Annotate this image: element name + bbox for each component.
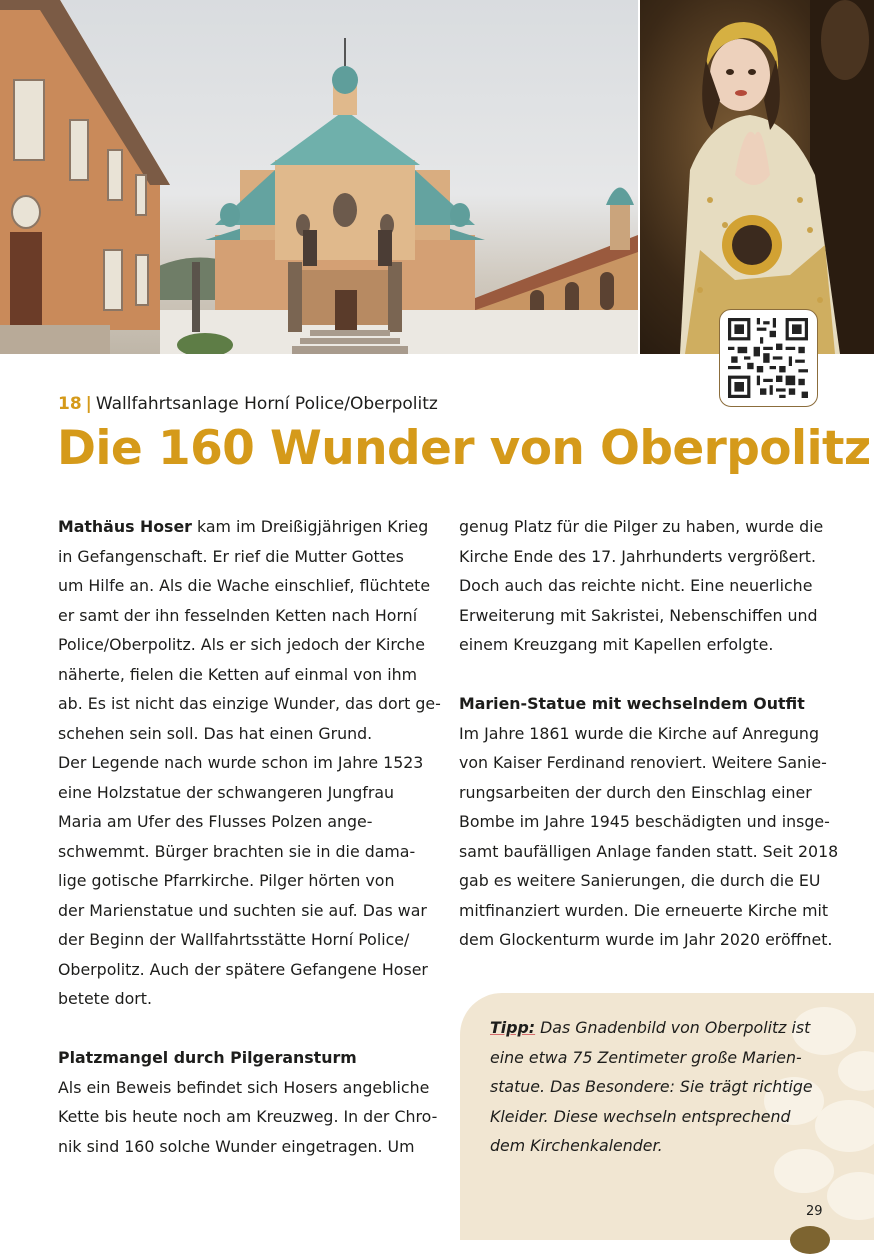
paragraph-gap <box>459 660 815 690</box>
church-photo <box>0 0 638 354</box>
body-line: dem Glockenturm wurde im Jahr 2020 eröffnet. <box>459 930 833 949</box>
body-line: Maria am Ufer des Flusses Polzen ange- <box>58 812 373 831</box>
page-title: Die 160 Wunder von Oberpolitz <box>57 421 871 476</box>
body-line: Kirche Ende des 17. Jahrhunderts vergrößert. <box>459 546 817 566</box>
body-line: der Marienstatue und suchten sie auf. Das war <box>58 900 427 920</box>
body-line: schwemmt. Bürger brachten sie in die dama- <box>58 841 416 861</box>
subheading-platzmangel: Platzmangel durch Pilgeransturm <box>58 1048 357 1067</box>
paragraph-gap <box>58 1014 414 1044</box>
body-line: von Kaiser Ferdinand renoviert. Weitere Sanie- <box>459 753 827 772</box>
body-line <box>58 512 429 542</box>
pilgrimage-church-illustration <box>0 0 638 354</box>
qr-code[interactable] <box>719 309 818 407</box>
body-line: Doch auch das reichte nicht. Eine neuerliche <box>459 576 813 595</box>
body-line: ab. Es ist nicht das einzige Wunder, das dort ge- <box>58 694 441 713</box>
tip-label: Tipp: <box>490 1018 536 1037</box>
body-line: Im Jahre 1861 wurde die Kirche auf Anregung <box>459 723 819 743</box>
tip-line: eine etwa 75 Zentimeter große Marien- <box>490 1047 802 1067</box>
body-line: Police/Oberpolitz. Als er sich jedoch der Kirche <box>58 635 425 654</box>
tip-line: statue. Das Besondere: Sie trägt richtige <box>490 1077 813 1096</box>
body-line: mitfinanziert wurden. Die erneuerte Kirche mit <box>459 900 829 920</box>
tip-line <box>490 1013 813 1043</box>
body-line: Als ein Beweis befindet sich Hosers angebliche <box>58 1077 430 1097</box>
body-line-rest: kam im Dreißigjährigen Krieg <box>191 517 429 536</box>
madonna-statue-illustration <box>640 0 874 354</box>
body-line: näherte, fielen die Ketten auf einmal von ihm <box>58 664 417 684</box>
left-column <box>58 512 441 1161</box>
body-line: Oberpolitz. Auch der spätere Gefangene Hoser <box>58 959 428 979</box>
tip-line: dem Kirchenkalender. <box>490 1136 663 1155</box>
body-line: Erweiterung mit Sakristei, Nebenschiffen und <box>459 605 818 625</box>
body-line: eine Holzstatue der schwangeren Jungfrau <box>58 782 395 802</box>
body-line: rungsarbeiten der durch den Einschlag einer <box>459 782 812 802</box>
tip-line: Kleider. Diese wechseln entsprechend <box>490 1106 791 1126</box>
body-line: nik sind 160 solche Wunder eingetragen. Um <box>58 1136 415 1156</box>
tip-box <box>460 993 874 1240</box>
chapter-number: 18 <box>58 394 82 414</box>
body-line: genug Platz für die Pilger zu haben, wurde die <box>459 517 824 536</box>
body-line: schehen sein soll. Das hat einen Grund. <box>58 723 373 743</box>
body-line: Der Legende nach wurde schon im Jahre 1523 <box>58 753 424 772</box>
body-line: in Gefangenschaft. Er rief die Mutter Gottes <box>58 546 404 566</box>
chapter-place: Wallfahrtsanlage Horní Police/Oberpolitz <box>95 394 438 414</box>
subheading-marien-statue: Marien-Statue mit wechselndem Outfit <box>459 694 805 713</box>
body-line: betete dort. <box>58 989 152 1008</box>
body-line: Bombe im Jahre 1945 beschädigten und insge- <box>459 812 830 831</box>
body-line: einem Kreuzgang mit Kapellen erfolgte. <box>459 635 774 654</box>
qr-code-icon <box>728 318 808 398</box>
body-line: er samt der ihn fesselnden Ketten nach Horní <box>58 605 418 625</box>
body-line: der Beginn der Wallfahrtsstätte Horní Police/ <box>58 930 410 949</box>
body-line: gab es weitere Sanierungen, die durch die EU <box>459 871 821 890</box>
corner-decoration <box>790 1226 830 1254</box>
chapter-separator: | <box>85 394 92 414</box>
body-line: samt baufälligen Anlage fanden statt. Seit 2018 <box>459 841 839 861</box>
page-number: 29 <box>806 1204 823 1219</box>
body-line: um Hilfe an. Als die Wache einschlief, flüchtete <box>58 576 431 595</box>
body-line: Kette bis heute noch am Kreuzweg. In der Chro- <box>58 1107 438 1126</box>
tip-text <box>490 1013 813 1161</box>
tip-line-rest: Das Gnadenbild von Oberpolitz ist <box>535 1018 811 1037</box>
lead-name: Mathäus Hoser <box>58 517 192 536</box>
right-column <box>459 512 839 955</box>
body-line: lige gotische Pfarrkirche. Pilger hörten von <box>58 871 395 890</box>
chapter-kicker <box>58 394 438 414</box>
madonna-statue-photo <box>640 0 874 354</box>
